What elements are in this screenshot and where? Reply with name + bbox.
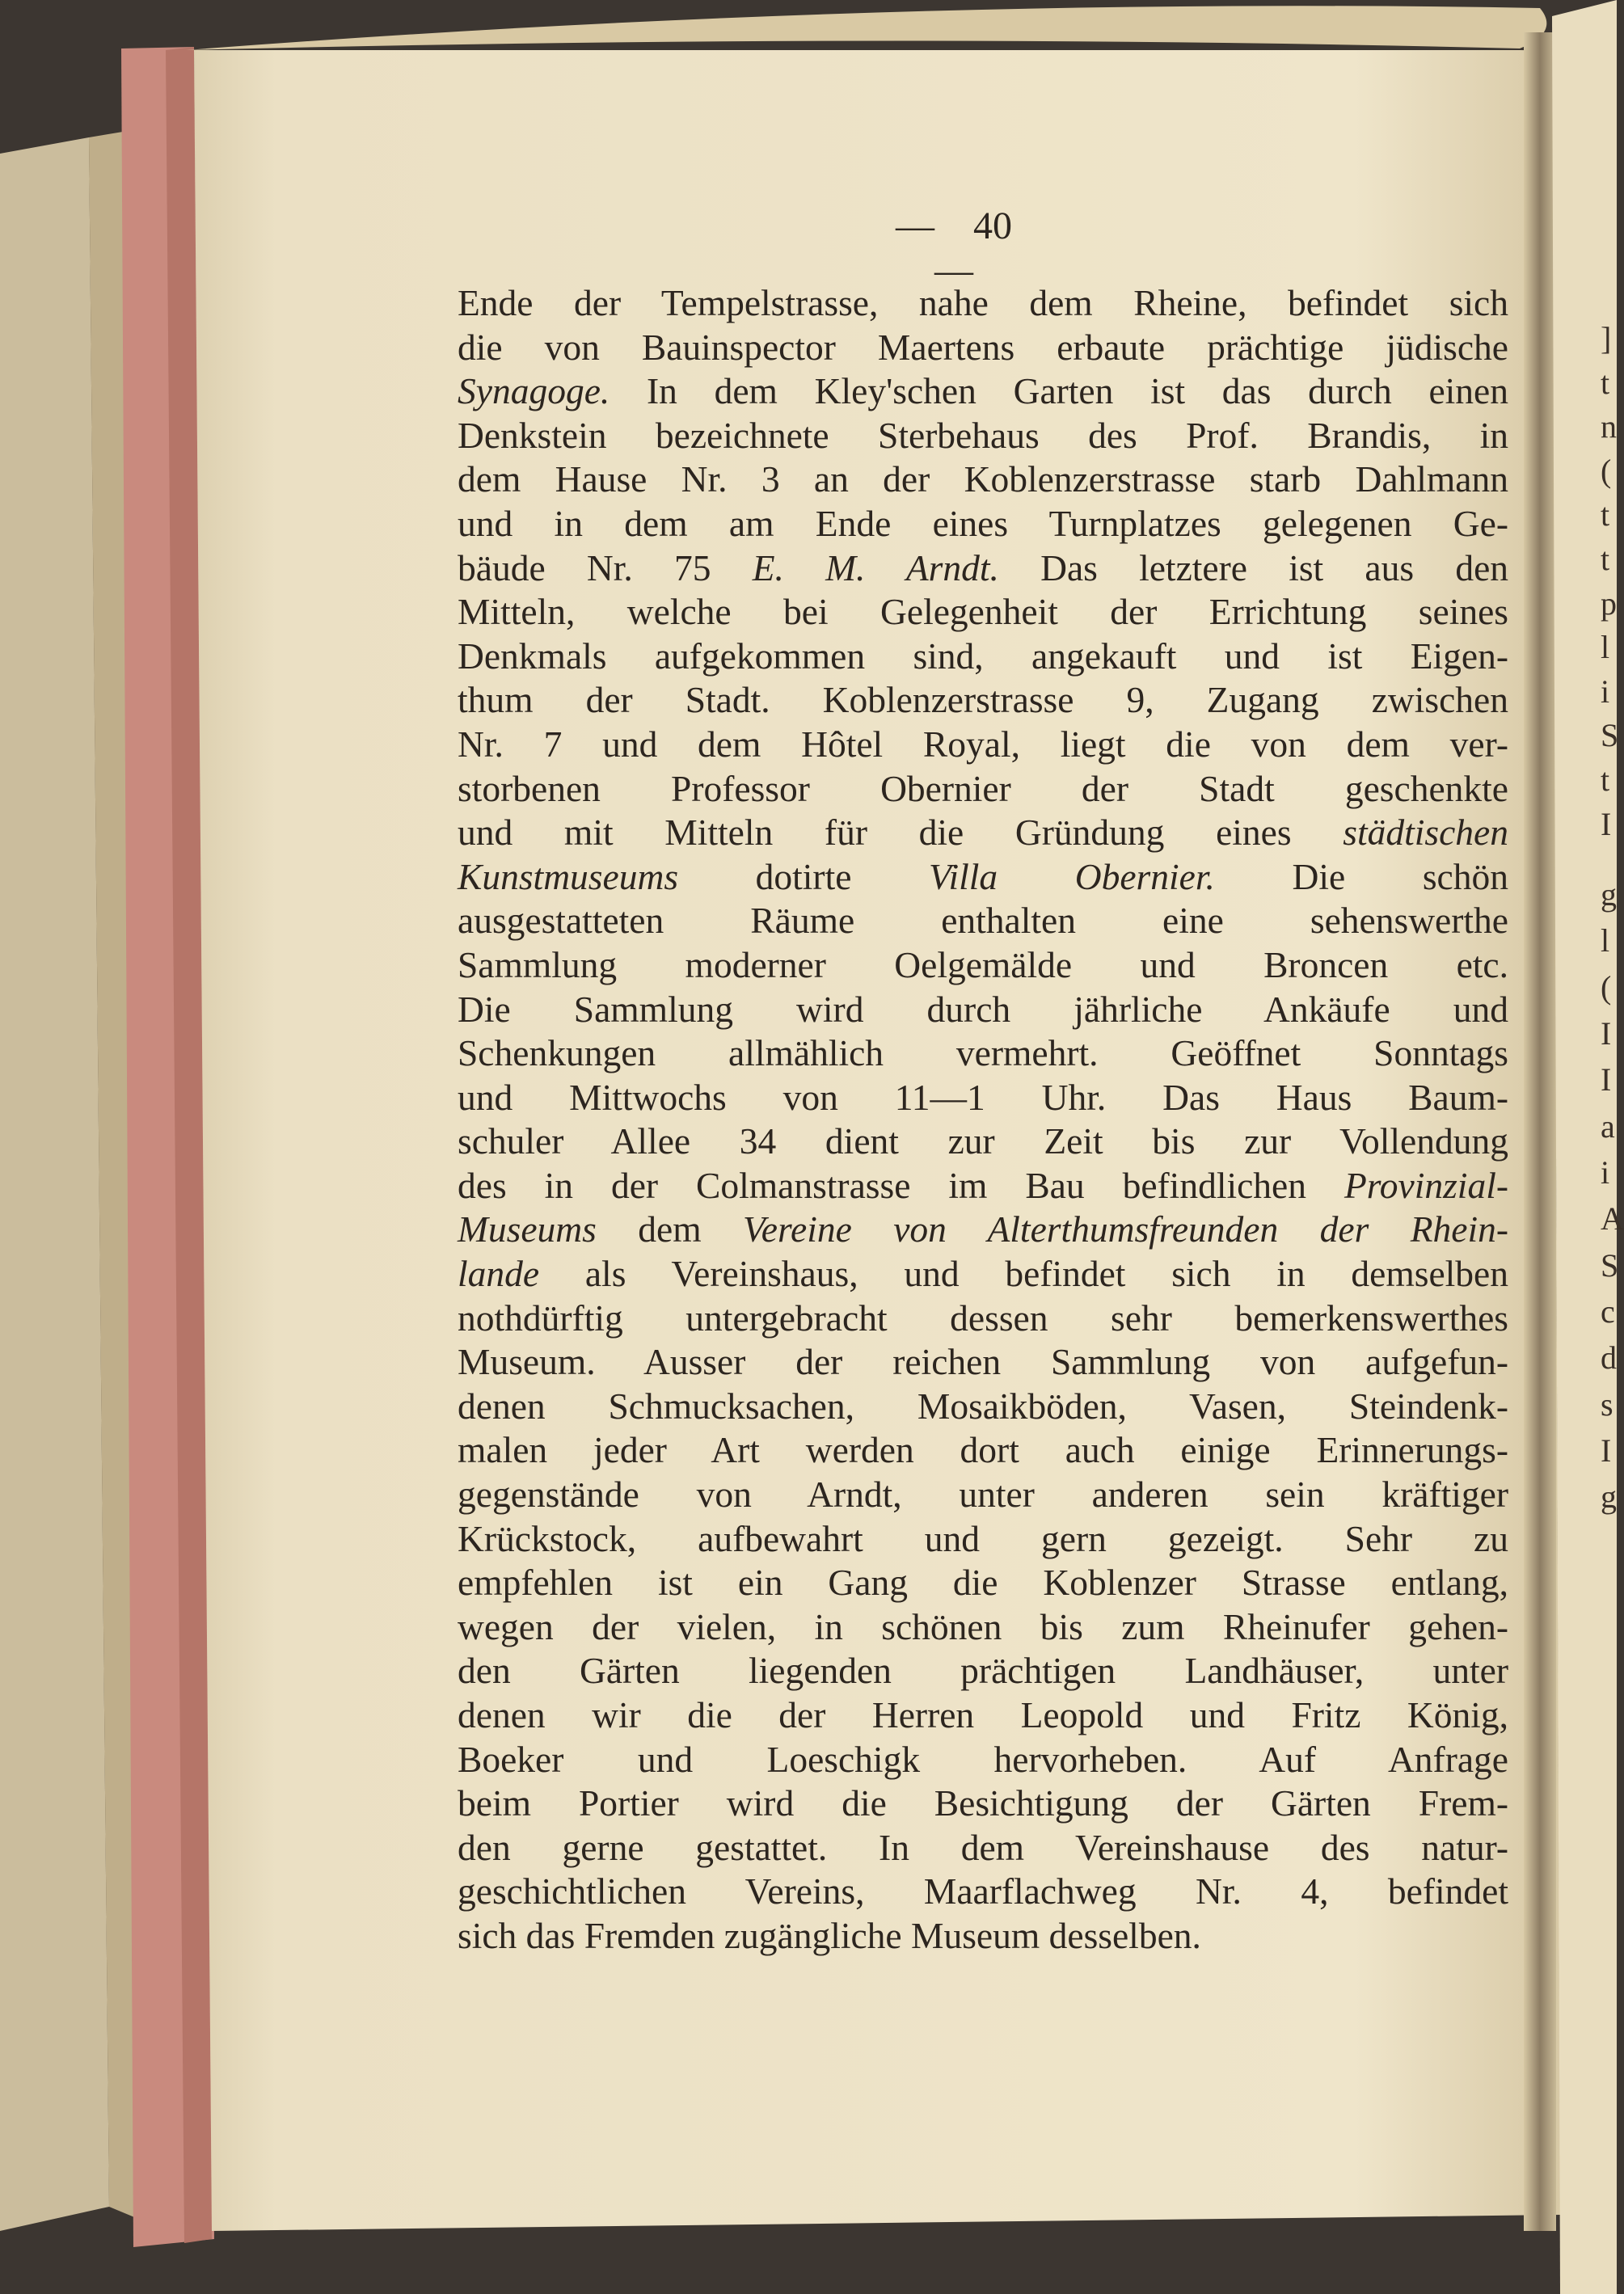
text-line <box>458 1385 1508 1429</box>
page-number-value: 40 <box>973 205 1012 247</box>
text-line <box>458 635 1508 679</box>
facing-page-letter: i <box>1601 673 1610 710</box>
page-number-dash-left: — <box>896 205 934 247</box>
text-segment: Sammlung moderner Oelgemälde und Broncen etc. <box>458 943 1508 985</box>
text-segment: Museums <box>458 1208 597 1250</box>
text-segment: Kunstmuseums <box>458 855 679 897</box>
text-segment: sich das Fremden zugängliche Museum desselben. <box>458 1914 1201 1956</box>
text-line <box>458 326 1508 370</box>
text-line <box>458 1826 1508 1870</box>
text-line <box>458 1076 1508 1120</box>
text-line <box>458 1782 1508 1826</box>
text-segment: städtischen <box>1343 812 1508 854</box>
text-line <box>458 1120 1508 1164</box>
facing-page-letter: l <box>1601 922 1610 959</box>
text-line <box>458 988 1508 1032</box>
text-line <box>458 1428 1508 1473</box>
text-segment: E. M. Arndt. <box>752 546 999 588</box>
text-segment: Denkmals aufgekommen sind, angekauft und ist Eigen- <box>458 635 1508 677</box>
text-line <box>458 767 1508 812</box>
text-segment: Ende der Tempelstrasse, nahe dem Rheine, befindet sich <box>458 282 1508 323</box>
text-line <box>458 414 1508 458</box>
text-segment: und Mittwochs von 11—1 Uhr. Das Haus Baum- <box>458 1076 1508 1118</box>
facing-page-letter: t <box>1601 496 1610 533</box>
facing-page-letter: S <box>1601 717 1619 754</box>
text-segment: nothdürftig untergebracht dessen sehr bemerkenswerthes <box>458 1297 1508 1339</box>
text-segment: den gerne gestattet. In dem Vereinshause des natur- <box>458 1826 1508 1868</box>
text-line <box>458 458 1508 502</box>
text-segment: Vereine von Alterthumsfreunden der Rhein- <box>743 1208 1508 1250</box>
text-segment: bäude Nr. 75 <box>458 546 753 588</box>
text-segment: dem <box>596 1208 744 1250</box>
page-number <box>849 204 1059 293</box>
text-line <box>458 1914 1508 1959</box>
text-line <box>458 1208 1508 1252</box>
text-segment: dem Hause Nr. 3 an der Koblenzerstrasse starb Dahlmann <box>458 458 1508 500</box>
text-segment: Nr. 7 und dem Hôtel Royal, liegt die von dem ver- <box>458 723 1508 765</box>
text-line <box>458 1297 1508 1341</box>
text-segment: beim Portier wird die Besichtigung der Gärten Frem- <box>458 1782 1508 1824</box>
facing-page-letter: I <box>1601 1061 1612 1099</box>
facing-page-letter: d <box>1601 1339 1617 1377</box>
text-segment: Provinzial- <box>1343 1164 1508 1206</box>
text-line <box>458 546 1508 591</box>
text-segment: Mitteln, welche bei Gelegenheit der Errichtung seines <box>458 591 1508 633</box>
text-line <box>458 1517 1508 1562</box>
text-line <box>458 678 1508 723</box>
text-line <box>458 855 1508 900</box>
text-line <box>458 502 1508 546</box>
text-line <box>458 1252 1508 1297</box>
text-segment: gegenstände von Arndt, unter anderen sein kräftiger <box>458 1474 1508 1516</box>
text-line <box>458 1649 1508 1693</box>
text-segment: Villa Obernier. <box>929 855 1215 897</box>
facing-page-letter: c <box>1601 1292 1615 1330</box>
facing-page-letter: S <box>1601 1246 1619 1284</box>
facing-page-letter: ( <box>1601 452 1612 489</box>
text-segment: und mit Mitteln für die Gründung eines <box>458 812 1343 854</box>
text-line <box>458 369 1508 414</box>
text-segment: Synagoge. <box>458 370 610 412</box>
facing-page-letter: I <box>1601 1432 1612 1469</box>
facing-page-letter: ] <box>1601 320 1612 356</box>
facing-page-letter: t <box>1601 364 1610 401</box>
facing-page-letter: A <box>1601 1200 1624 1238</box>
text-segment: Das letztere ist aus den <box>998 546 1509 588</box>
text-line <box>458 811 1508 855</box>
page-number-dash-right: — <box>934 249 973 292</box>
text-segment: empfehlen ist ein Gang die Koblenzer Strasse entlang, <box>458 1562 1508 1604</box>
text-segment: als Vereinshaus, und befindet sich in demselben <box>539 1253 1508 1295</box>
facing-page-letter: s <box>1601 1385 1613 1423</box>
facing-page-letter: n <box>1601 408 1617 445</box>
text-segment: Museum. Ausser der reichen Sammlung von aufgefun- <box>458 1341 1508 1383</box>
text-line <box>458 1693 1508 1738</box>
text-segment: denen wir die der Herren Leopold und Fritz König, <box>458 1694 1508 1735</box>
text-segment: geschichtlichen Vereins, Maarflachweg Nr. 4, befindet <box>458 1870 1508 1912</box>
facing-page-letter: I <box>1601 1014 1612 1052</box>
text-line <box>458 1870 1508 1914</box>
text-segment: schuler Allee 34 dient zur Zeit bis zur Vollendung <box>458 1120 1508 1162</box>
text-segment: die von Bauinspector Maertens erbaute prächtige jüdische <box>458 326 1508 368</box>
facing-page-letter: l <box>1601 629 1610 666</box>
text-segment: malen jeder Art werden dort auch einige Erinnerungs- <box>458 1429 1508 1471</box>
text-segment: lande <box>458 1253 540 1295</box>
text-line <box>458 281 1508 326</box>
facing-page-letter: g <box>1601 875 1617 913</box>
text-segment: In dem Kley'schen Garten ist das durch einen <box>610 370 1508 412</box>
text-line <box>458 1340 1508 1385</box>
text-line <box>458 943 1508 988</box>
text-line <box>458 899 1508 943</box>
text-line <box>458 590 1508 635</box>
body-text <box>458 281 1508 1959</box>
facing-page-letter: a <box>1601 1107 1615 1145</box>
facing-page-text-fragments <box>1599 0 1624 2294</box>
text-segment: denen Schmucksachen, Mosaikböden, Vasen, Steindenk- <box>458 1385 1508 1427</box>
facing-page-letter: p <box>1601 584 1617 622</box>
text-segment: dotirte <box>678 855 930 897</box>
text-segment: Die schön <box>1214 855 1508 897</box>
text-line <box>458 1738 1508 1782</box>
facing-page-letter: t <box>1601 541 1610 577</box>
text-segment: und in dem am Ende eines Turnplatzes gelegenen Ge- <box>458 502 1508 544</box>
text-segment: ausgestatteten Räume enthalten eine sehenswerthe <box>458 900 1508 942</box>
facing-page-letter: g <box>1601 1478 1617 1516</box>
text-segment: des in der Colmanstrasse im Bau befindlichen <box>458 1164 1344 1206</box>
text-segment: Schenkungen allmählich vermehrt. Geöffnet Sonntags <box>458 1032 1508 1074</box>
text-segment: Denkstein bezeichnete Sterbehaus des Prof. Brandis, in <box>458 414 1508 456</box>
gutter <box>1524 32 1556 2231</box>
text-segment: Boeker und Loeschigk hervorheben. Auf Anfrage <box>458 1738 1508 1780</box>
text-line <box>458 1561 1508 1605</box>
facing-page-letter: I <box>1601 805 1612 842</box>
text-segment: thum der Stadt. Koblenzerstrasse 9, Zugang zwischen <box>458 679 1508 721</box>
text-segment: den Gärten liegenden prächtigen Landhäuser, unter <box>458 1650 1508 1692</box>
facing-page-letter: ( <box>1601 968 1612 1006</box>
facing-page-letter: i <box>1601 1153 1610 1191</box>
text-line <box>458 1164 1508 1208</box>
text-line <box>458 723 1508 767</box>
text-line <box>458 1605 1508 1650</box>
text-line <box>458 1031 1508 1076</box>
facing-page-letter: t <box>1601 761 1610 798</box>
text-segment: storbenen Professor Obernier der Stadt geschenkte <box>458 767 1508 809</box>
text-segment: Die Sammlung wird durch jährliche Ankäufe und <box>458 988 1508 1030</box>
text-line <box>458 1473 1508 1517</box>
text-segment: Krückstock, aufbewahrt und gern gezeigt. Sehr zu <box>458 1517 1508 1559</box>
text-segment: wegen der vielen, in schönen bis zum Rheinufer gehen- <box>458 1605 1508 1647</box>
